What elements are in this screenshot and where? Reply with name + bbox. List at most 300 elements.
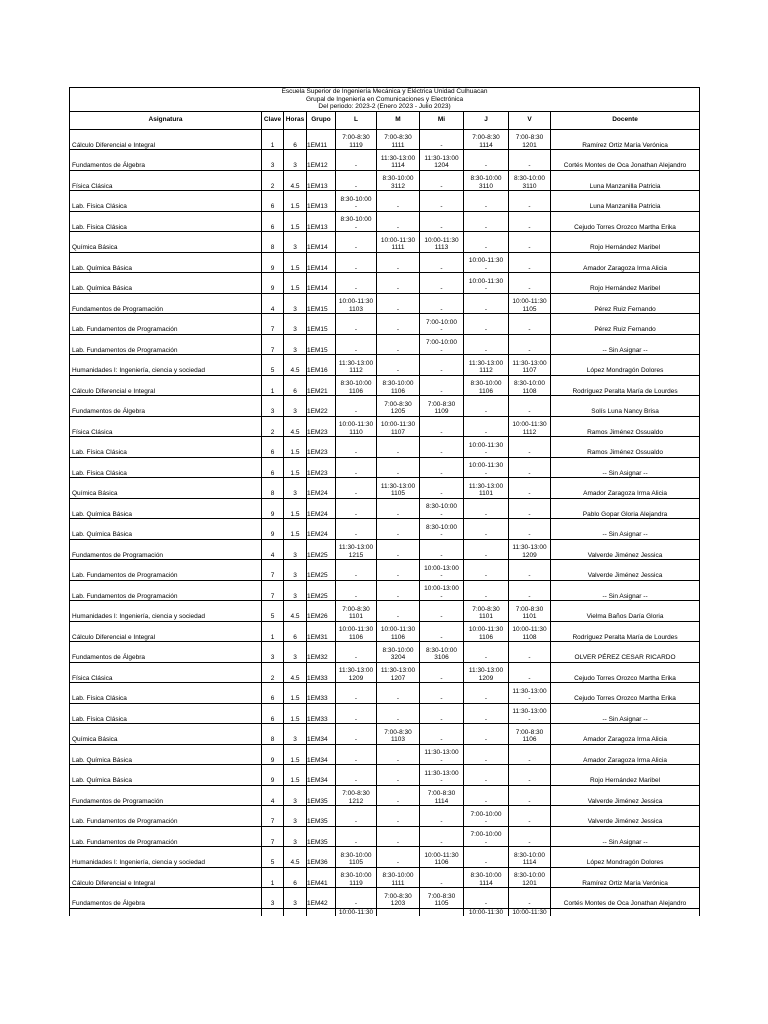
cell-time: 7:00-8:30: [472, 134, 500, 142]
cell-day-m: [377, 211, 420, 232]
cell-room: -: [440, 695, 443, 703]
cell-day-v: [509, 785, 551, 806]
cell-room: 1109: [434, 408, 449, 416]
cell-day-mi: [420, 806, 464, 827]
table-row: [70, 293, 700, 314]
cell-room: -: [528, 695, 531, 703]
cell-day-mi: [420, 888, 464, 909]
cell-horas: 1.5: [284, 498, 307, 519]
cell-day-mi: [420, 355, 464, 376]
cell-day-l: [336, 580, 377, 601]
table-row: [70, 150, 700, 171]
cell-room: -: [440, 203, 443, 211]
cell-room: -: [484, 285, 488, 293]
cell-horas: 6: [284, 621, 307, 642]
cell-time: 11:30-13:00: [380, 667, 416, 675]
cell-day-v: [509, 662, 551, 683]
cell-day-j: [464, 519, 509, 540]
cell-time: 8:30-10:00: [513, 175, 546, 183]
cell-room: -: [354, 777, 358, 785]
cell-room: -: [528, 777, 531, 785]
cell-room: -: [440, 510, 443, 518]
cell-room: 1103: [349, 305, 363, 313]
cell-room: -: [484, 797, 488, 805]
cell-empty: [420, 908, 464, 916]
cell-day-j: [464, 826, 509, 847]
cell-day-l: [336, 293, 377, 314]
cell-room: -: [396, 346, 400, 354]
cell-room: -: [484, 777, 488, 785]
cell-time: 7:00-8:30: [384, 892, 412, 900]
cell-grupo: 1EM13: [307, 170, 336, 191]
cell-time: 7:00-10:00: [425, 339, 458, 347]
cell-docente: López Mondragón Dolores: [551, 355, 700, 376]
table-row: [70, 621, 700, 642]
cell-time: 7:00-10:00: [425, 318, 458, 326]
cell-room: 1111: [391, 141, 405, 149]
cell-day-v: [509, 683, 551, 704]
cell-day-m: [377, 170, 420, 191]
cell-docente: Rojo Hernández Maribel: [551, 232, 700, 253]
cell-horas: 3: [284, 334, 307, 355]
table-row: [70, 416, 700, 437]
cell-clave: 9: [262, 744, 284, 765]
cell-asignatura: Física Clásica: [70, 416, 262, 437]
cell-day-v: [509, 703, 551, 724]
cell-empty: [551, 908, 700, 916]
cell-docente: López Mondragón Dolores: [551, 847, 700, 868]
cell-asignatura: Química Básica: [70, 724, 262, 745]
cell-clave: 5: [262, 355, 284, 376]
cell-asignatura: Lab. Química Básica: [70, 519, 262, 540]
cell-docente: Cejudo Torres Orozco Martha Erika: [551, 683, 700, 704]
cell-day-j: [464, 539, 509, 560]
cell-docente: Amador Zaragoza Irma Alicia: [551, 252, 700, 273]
cell-time: 10:00-11:30: [468, 277, 504, 285]
cell-day-l: [336, 560, 377, 581]
cell-room: 1107: [522, 367, 537, 375]
cell-clave: 2: [262, 416, 284, 437]
cell-docente: Amador Zaragoza Irma Alicia: [551, 724, 700, 745]
cell-horas: 3: [284, 560, 307, 581]
cell-horas: 4.5: [284, 170, 307, 191]
cell-day-v: [509, 847, 551, 868]
cell-horas: 1.5: [284, 211, 307, 232]
cell-room: 1101: [522, 613, 537, 621]
cell-day-j: [464, 457, 509, 478]
cell-room: -: [396, 223, 400, 231]
cell-docente: Cejudo Torres Orozco Martha Erika: [551, 662, 700, 683]
cell-day-m: [377, 519, 420, 540]
table-row: [70, 314, 700, 335]
cell-room: -: [484, 428, 488, 436]
cell-time: 8:30-10:00: [382, 175, 414, 183]
cell-time: 10:00-11:30: [380, 421, 416, 429]
cell-room: -: [354, 510, 358, 518]
cell-time: 8:30-10:00: [340, 851, 372, 859]
cell-room: -: [396, 264, 400, 272]
cell-docente: Valverde Jiménez Jessica: [551, 560, 700, 581]
cell-horas: 3: [284, 232, 307, 253]
table-row: [70, 457, 700, 478]
cell-room: -: [440, 367, 443, 375]
cell-room: 1106: [349, 387, 363, 395]
cell-asignatura: Lab. Fundamentos de Programación: [70, 560, 262, 581]
cell-room: -: [484, 162, 488, 170]
cell-docente: Cortés Montes de Oca Jonathan Alejandro: [551, 888, 700, 909]
cell-room: -: [354, 244, 358, 252]
cell-asignatura: Lab. Fundamentos de Programación: [70, 580, 262, 601]
cell-room: -: [396, 203, 400, 211]
cell-clave: 9: [262, 519, 284, 540]
cell-docente: Amador Zaragoza Irma Alicia: [551, 744, 700, 765]
cell-room: -: [396, 695, 400, 703]
table-row: [70, 252, 700, 273]
cell-time: 7:00-8:30: [342, 605, 370, 613]
cell-day-j: [464, 191, 509, 212]
cell-room: -: [528, 900, 531, 908]
cell-day-m: [377, 129, 420, 150]
cell-docente: Solís Luna Nancy Brisa: [551, 396, 700, 417]
cell-docente: Valverde Jiménez Jessica: [551, 785, 700, 806]
cell-day-mi: [420, 580, 464, 601]
cell-asignatura: Lab. Fundamentos de Programación: [70, 314, 262, 335]
cell-day-l: [336, 375, 377, 396]
col-j: J: [464, 111, 509, 129]
table-row: [70, 498, 700, 519]
cell-time: 11:30-13:00: [512, 359, 547, 367]
cell-room: -: [396, 367, 400, 375]
cell-grupo: 1EM34: [307, 724, 336, 745]
cell-day-v: [509, 314, 551, 335]
cell-day-m: [377, 334, 420, 355]
cell-room: -: [354, 572, 358, 580]
cell-clave: 9: [262, 765, 284, 786]
cell-time: 8:30-10:00: [382, 646, 414, 654]
cell-room: -: [528, 756, 531, 764]
cell-time: 11:30-13:00: [380, 482, 416, 490]
cell-day-m: [377, 252, 420, 273]
cell-grupo: 1EM16: [307, 355, 336, 376]
cell-horas: 3: [284, 150, 307, 171]
cell-day-v: [509, 601, 551, 622]
cell-time: 8:30-10:00: [340, 195, 372, 203]
cell-room: 1209: [348, 674, 364, 682]
cell-day-m: [377, 724, 420, 745]
cell-room: -: [440, 777, 443, 785]
cell-day-l: [336, 847, 377, 868]
cell-room: 1108: [522, 387, 537, 395]
table-row: [70, 724, 700, 745]
cell-room: 3204: [390, 654, 406, 662]
cell-grupo: 1EM33: [307, 683, 336, 704]
cell-room: -: [440, 182, 443, 190]
cell-room: -: [396, 510, 400, 518]
cell-time: 7:00-8:30: [515, 605, 544, 613]
cell-day-m: [377, 273, 420, 294]
cell-docente: Ramírez Ortiz María Verónica: [551, 867, 700, 888]
table-row: [70, 765, 700, 786]
cell-asignatura: Humanidades I: Ingeniería, ciencia y sociedad: [70, 601, 262, 622]
cell-room: -: [396, 572, 400, 580]
cell-room: -: [440, 879, 443, 887]
cell-room: -: [354, 449, 358, 457]
table-row: [70, 662, 700, 683]
cell-asignatura: Lab. Química Básica: [70, 252, 262, 273]
cell-docente: Rojo Hernández Maribel: [551, 273, 700, 294]
cell-day-v: [509, 478, 551, 499]
cell-room: -: [354, 162, 358, 170]
cell-day-l: [336, 642, 377, 663]
cell-docente: -- Sin Asignar --: [551, 826, 700, 847]
cell-room: -: [484, 756, 488, 764]
cell-time: 11:30-13:00: [512, 687, 547, 695]
cell-room: -: [528, 408, 531, 416]
cell-empty: [70, 908, 262, 916]
cell-time: 11:30-13:00: [512, 708, 547, 716]
cell-day-mi: [420, 744, 464, 765]
cell-docente: Valverde Jiménez Jessica: [551, 539, 700, 560]
cell-grupo: 1EM14: [307, 273, 336, 294]
cell-day-l: [336, 211, 377, 232]
cell-asignatura: Cálculo Diferencial e Integral: [70, 375, 262, 396]
cell-room: -: [396, 818, 400, 826]
cell-asignatura: Lab. Física Clásica: [70, 457, 262, 478]
cell-day-v: [509, 888, 551, 909]
table-row: [70, 375, 700, 396]
cell-room: 1114: [434, 797, 449, 805]
cell-day-j: [464, 293, 509, 314]
cell-grupo: 1EM41: [307, 867, 336, 888]
cell-day-mi: [420, 867, 464, 888]
cell-room: -: [354, 469, 358, 477]
cell-grupo: 1EM33: [307, 703, 336, 724]
cell-room: 1209: [522, 551, 537, 559]
cell-clave: 6: [262, 211, 284, 232]
cell-time: 10:00-11:30: [338, 298, 374, 306]
cell-room: 1113: [434, 244, 449, 252]
cell-asignatura: Fundamentos de Programación: [70, 293, 262, 314]
cell-day-l: [336, 232, 377, 253]
cell-room: -: [528, 797, 531, 805]
cell-grupo: 1EM24: [307, 498, 336, 519]
cell-room: -: [484, 244, 488, 252]
cell-day-j: [464, 560, 509, 581]
cell-day-l: 10:00-11:30: [336, 908, 377, 916]
cell-horas: 3: [284, 724, 307, 745]
cell-room: -: [440, 346, 443, 354]
cell-day-j: [464, 478, 509, 499]
cell-room: -: [440, 490, 443, 498]
cell-day-mi: [420, 416, 464, 437]
cell-grupo: 1EM23: [307, 457, 336, 478]
table-row: [70, 785, 700, 806]
cell-day-j: [464, 724, 509, 745]
cell-grupo: 1EM22: [307, 396, 336, 417]
cell-time: 11:30-13:00: [424, 769, 459, 777]
cell-time: 10:00-11:30: [380, 236, 416, 244]
table-row: [70, 560, 700, 581]
cell-room: 3112: [391, 182, 405, 190]
cell-day-v: [509, 396, 551, 417]
cell-empty: [307, 908, 336, 916]
cell-room: 1112: [522, 428, 537, 436]
cell-day-j: [464, 150, 509, 171]
cell-room: 1106: [349, 633, 363, 641]
cell-room: -: [528, 572, 531, 580]
cell-day-j: [464, 765, 509, 786]
cell-day-mi: [420, 662, 464, 683]
cell-day-j: [464, 621, 509, 642]
cell-asignatura: Fundamentos de Álgebra: [70, 642, 262, 663]
table-row: [70, 519, 700, 540]
cell-grupo: 1EM13: [307, 211, 336, 232]
cell-day-v: [509, 211, 551, 232]
cell-horas: 6: [284, 867, 307, 888]
cell-room: -: [354, 346, 358, 354]
cell-room: 1204: [434, 162, 449, 170]
cell-day-l: [336, 703, 377, 724]
cell-room: 1101: [479, 613, 493, 621]
cell-room: -: [484, 469, 488, 477]
cell-room: -: [528, 449, 531, 457]
cell-asignatura: Lab. Fundamentos de Programación: [70, 806, 262, 827]
header-period: Del periodo: 2023-2 (Enero 2023 - Julio 2023): [70, 103, 700, 111]
cell-day-j: [464, 662, 509, 683]
cell-room: 1119: [349, 141, 363, 149]
cell-docente: Cortés Montes de Oca Jonathan Alejandro: [551, 150, 700, 171]
cell-clave: 2: [262, 662, 284, 683]
cell-day-l: [336, 191, 377, 212]
cell-day-l: [336, 724, 377, 745]
cell-time: 11:30-13:00: [338, 544, 374, 552]
cell-time: 7:00-8:30: [515, 728, 544, 736]
cell-clave: 4: [262, 785, 284, 806]
cell-day-v: [509, 498, 551, 519]
header-group: Grupal de Ingeniería en Comunicaciones y Electrónica: [70, 96, 700, 104]
cell-room: -: [528, 223, 531, 231]
table-row: [70, 806, 700, 827]
cell-room: 1110: [349, 428, 363, 436]
cell-horas: 3: [284, 314, 307, 335]
cell-day-j: [464, 683, 509, 704]
cell-day-j: [464, 703, 509, 724]
cell-horas: 4.5: [284, 416, 307, 437]
column-header-row: [70, 111, 700, 129]
cell-asignatura: Cálculo Diferencial e Integral: [70, 129, 262, 150]
cell-day-m: [377, 560, 420, 581]
cell-room: 1105: [434, 900, 449, 908]
cell-asignatura: Química Básica: [70, 232, 262, 253]
cell-room: 1203: [390, 900, 406, 908]
cell-day-v: [509, 375, 551, 396]
cell-time: 10:00-11:30: [468, 257, 504, 265]
cell-time: 7:00-8:30: [342, 134, 370, 142]
cell-day-v: [509, 642, 551, 663]
cell-room: -: [396, 531, 400, 539]
cell-room: 1103: [391, 736, 405, 744]
cell-day-m: [377, 232, 420, 253]
cell-day-m: [377, 191, 420, 212]
cell-docente: OLVER PÉREZ CESAR RICARDO: [551, 642, 700, 663]
cell-empty: [377, 908, 420, 916]
col-asignatura: Asignatura: [70, 111, 262, 129]
cell-day-mi: [420, 724, 464, 745]
cell-room: -: [484, 408, 488, 416]
cell-docente: Ramírez Ortiz María Verónica: [551, 129, 700, 150]
cell-day-mi: [420, 765, 464, 786]
cell-time: 10:00-13:00: [424, 564, 459, 572]
cell-room: 1101: [479, 490, 493, 498]
cell-day-mi: [420, 826, 464, 847]
table-row: [70, 437, 700, 458]
cell-room: -: [528, 326, 531, 334]
cell-time: 8:30-10:00: [425, 503, 458, 511]
cell-time: 10:00-11:30: [512, 626, 547, 634]
cell-horas: 1.5: [284, 519, 307, 540]
cell-day-mi: [420, 601, 464, 622]
cell-room: 1106: [434, 859, 449, 867]
cell-room: -: [484, 572, 488, 580]
cell-day-m: [377, 457, 420, 478]
cell-grupo: 1EM35: [307, 785, 336, 806]
cell-docente: Pérez Ruiz Fernando: [551, 314, 700, 335]
cell-docente: Luna Manzanilla Patricia: [551, 191, 700, 212]
cell-room: -: [396, 469, 400, 477]
cell-room: -: [354, 838, 358, 846]
cell-room: -: [484, 695, 488, 703]
cell-day-j: 10:00-11:30: [464, 908, 509, 916]
cell-clave: 7: [262, 314, 284, 335]
cell-day-m: [377, 826, 420, 847]
cell-day-mi: [420, 211, 464, 232]
cell-room: 1105: [522, 305, 537, 313]
cell-time: 11:30-13:00: [380, 154, 416, 162]
cell-day-l: [336, 396, 377, 417]
cell-room: 1106: [391, 633, 405, 641]
cell-horas: 1.5: [284, 191, 307, 212]
cell-room: -: [484, 326, 488, 334]
cell-room: -: [354, 818, 358, 826]
cell-day-m: [377, 314, 420, 335]
cell-day-l: [336, 867, 377, 888]
cell-room: -: [440, 141, 443, 149]
cell-room: 1119: [349, 879, 363, 887]
cell-horas: 4.5: [284, 662, 307, 683]
cell-asignatura: Humanidades I: Ingeniería, ciencia y sociedad: [70, 847, 262, 868]
cell-room: -: [484, 654, 488, 662]
cell-room: -: [440, 736, 443, 744]
cell-day-v: [509, 867, 551, 888]
cell-room: -: [440, 326, 443, 334]
cell-room: -: [396, 285, 400, 293]
cell-room: -: [528, 818, 531, 826]
cell-asignatura: Lab. Física Clásica: [70, 683, 262, 704]
cell-clave: 3: [262, 642, 284, 663]
cell-room: 1106: [522, 736, 537, 744]
table-row: [70, 642, 700, 663]
cell-time: 10:00-11:30: [424, 236, 459, 244]
cell-day-j: [464, 375, 509, 396]
cell-room: 1105: [349, 859, 363, 867]
cell-time: 7:00-8:30: [515, 134, 544, 142]
cell-room: 1215: [348, 551, 364, 559]
col-horas: Horas: [284, 111, 307, 129]
cell-docente: Valverde Jiménez Jessica: [551, 806, 700, 827]
cell-day-l: [336, 519, 377, 540]
cell-room: -: [440, 285, 443, 293]
cell-room: -: [396, 305, 400, 313]
